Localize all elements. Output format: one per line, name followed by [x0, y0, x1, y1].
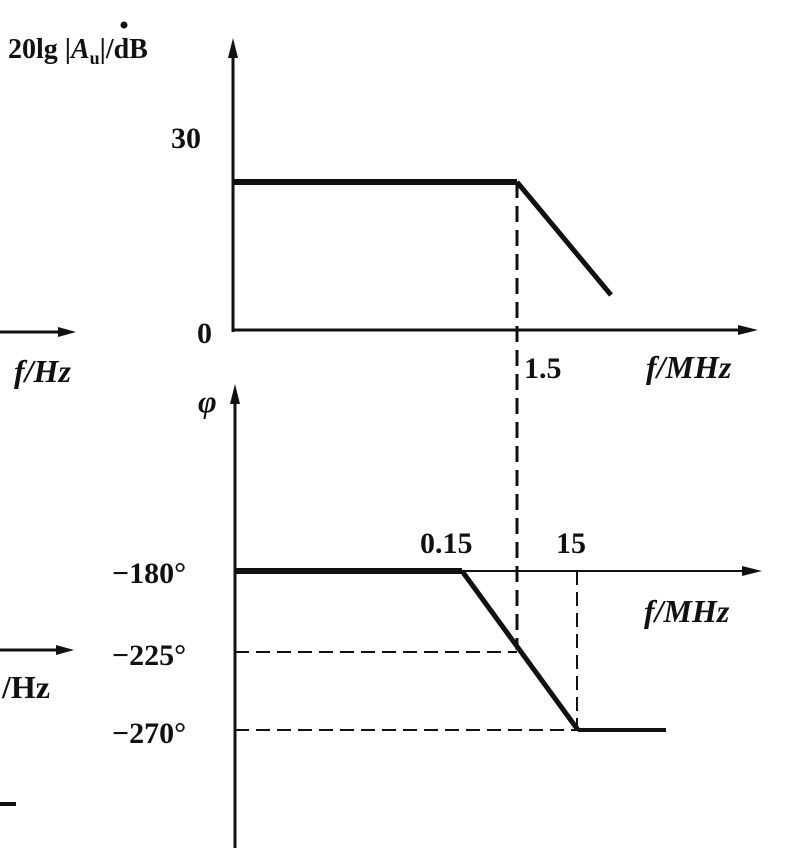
phase-chart	[112, 383, 762, 848]
phase-y-label: φ	[198, 383, 217, 419]
magnitude-x-label: f/MHz	[646, 349, 732, 385]
phase-y-tick-minus-270: −270°	[112, 717, 187, 750]
phase-y-tick-minus-180: −180°	[112, 557, 187, 590]
magnitude-y-label-symbol: A	[70, 34, 90, 65]
magnitude-y-tick-0: 0	[197, 317, 212, 350]
magnitude-y-label-dot	[121, 22, 128, 29]
magnitude-y-label-prefix: 20lg |	[8, 34, 71, 65]
magnitude-y-tick-30: 30	[171, 122, 201, 155]
magnitude-y-label-suffix: |/dB	[99, 34, 148, 65]
left-phase-axis-label: /Hz	[2, 669, 50, 705]
magnitude-x-axis-arrow	[738, 325, 758, 335]
magnitude-y-label	[8, 34, 148, 68]
phase-y-tick-minus-225: −225°	[112, 639, 187, 672]
magnitude-y-axis-arrow	[228, 38, 238, 58]
phase-slope-segment	[462, 571, 578, 730]
phase-x-tick-15: 15	[556, 527, 586, 560]
phase-y-axis-arrow	[230, 384, 240, 404]
left-magnitude-axis-arrow	[58, 327, 76, 337]
magnitude-x-tick-1.5: 1.5	[524, 352, 562, 385]
phase-x-axis-arrow	[742, 566, 762, 576]
left-phase-axis-arrow	[56, 645, 74, 655]
phase-x-tick-0.15: 0.15	[420, 527, 473, 560]
magnitude-y-label-sub: u	[89, 48, 100, 68]
magnitude-rolloff-segment	[517, 182, 611, 295]
left-magnitude-axis-label: f/Hz	[14, 353, 71, 389]
phase-x-label: f/MHz	[644, 593, 730, 629]
magnitude-chart	[8, 22, 758, 386]
